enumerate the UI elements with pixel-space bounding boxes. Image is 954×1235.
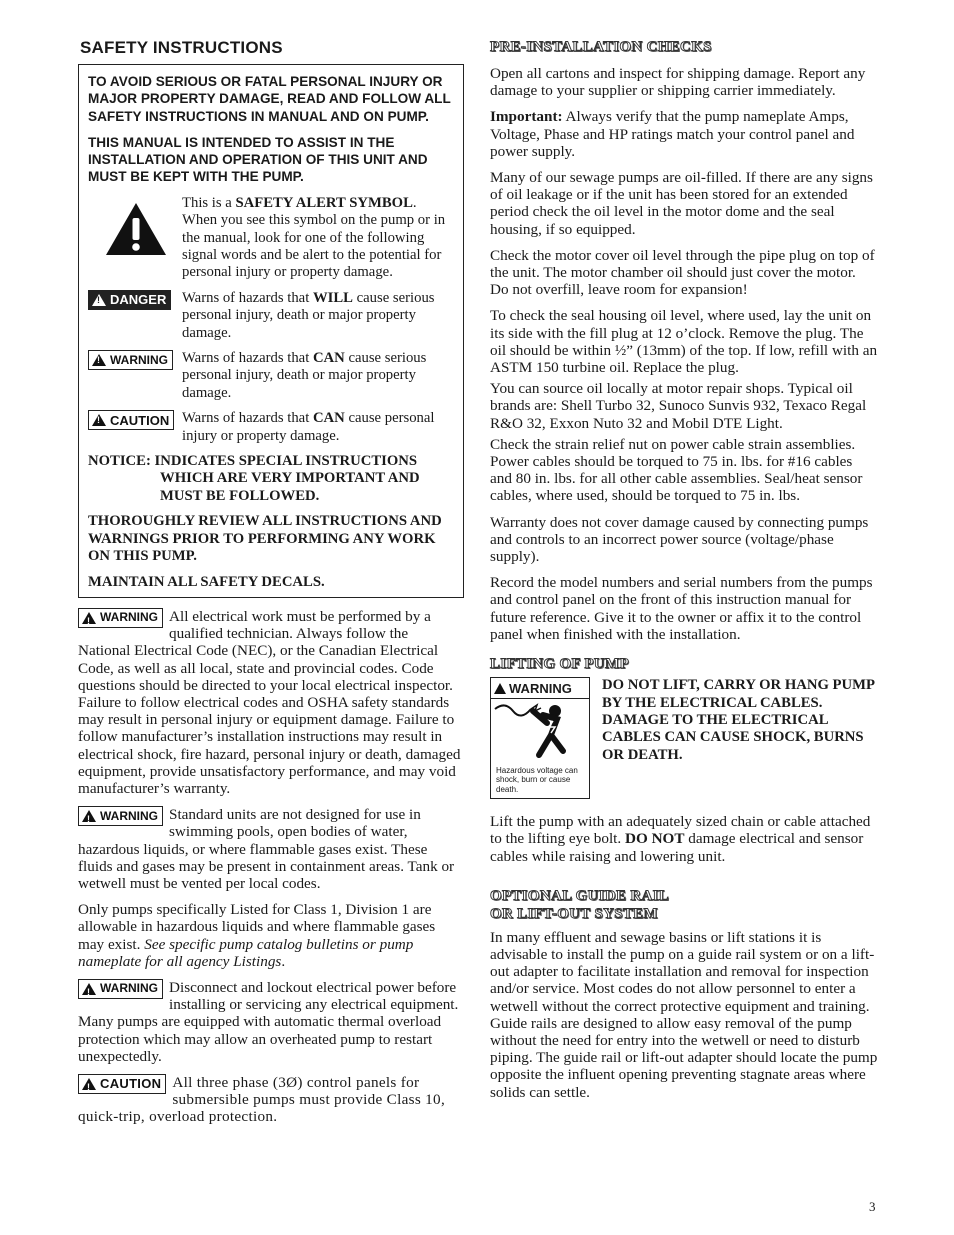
caution-label: ! CAUTION: [78, 1074, 166, 1094]
decals-text: MAINTAIN ALL SAFETY DECALS.: [88, 573, 325, 590]
safety-box-p2: THIS MANUAL IS INTENDED TO ASSIST IN THE INSTALLATION AND OPERATION OF THIS UNIT AND MUST BE KEPT WITH THE PUMP.: [88, 134, 428, 185]
danger-row: [88, 290, 455, 342]
safety-box-p1: TO AVOID SERIOUS OR FATAL PERSONAL INJURY OR MAJOR PROPERTY DAMAGE, READ AND FOLLOW ALL SAFETY INSTRUCTIONS IN MANUAL AND ON PUMP.: [88, 74, 451, 124]
pre-installation-heading: PRE-INSTALLATION CHECKS: [490, 39, 712, 55]
pre-p9: Record the model numbers and serial numbers from the pumps and control panel on the front of this instruction manual for future reference. Give it to the owner or affix it to the control panel when finished with the installation.: [490, 574, 873, 643]
warning-label: ! WARNING: [78, 608, 163, 628]
lifting-heading: LIFTING OF PUMP: [490, 656, 629, 673]
safety-box: [78, 64, 464, 598]
pre-p2: Important: Always verify that the pump nameplate Amps, Voltage, Phase and HP ratings match your control panel and power supply.: [490, 108, 855, 160]
page-number: 3: [869, 1199, 876, 1214]
lift-warning-text: DO NOT LIFT, CARRY OR HANG PUMP BY THE ELECTRICAL CABLES. DAMAGE TO THE ELECTRICAL CABLES CAN CAUSE SHOCK, BURNS OR DEATH.: [602, 677, 875, 763]
left-column: [78, 38, 464, 1135]
pool-warning: ! WARNING Standard units are not designed for use in swimming pools, open bodies of water, hazardous liquids, or where flammable gases exist. These fluids and gases may be present in containment areas. Tank or wetwell must be vented per local codes.: [78, 806, 464, 892]
safety-heading: SAFETY INSTRUCTIONS: [80, 38, 283, 57]
safety-alert-row: [88, 195, 455, 282]
caution-text: Warns of hazards that CAN cause personal injury or property damage.: [182, 410, 435, 444]
pre-p4: Check the motor cover oil level through the pipe plug on top of the unit. The motor chamber oil should just cover the motor. Do not overfill, leave room for expansion!: [490, 246, 875, 299]
caution-label: ! CAUTION: [88, 410, 174, 430]
electrical-warning: ! WARNING All electrical work must be performed by a qualified technician. Always follow the National Electrical Code (NEC), or the Canadian Electrical Code, as well as all local, state and provincial codes. Code questions should be directed to your local electrical inspector. Failure to follow electrical codes and OSHA safety standards may result in personal injury or equipment damage. Failure to follow manufacturer’s installation instructions may result in electrical shock, fire hazard, personal injury or death, damaged equipment, provide unsatisfactory performance, and may void manufacturer’s warranty.: [78, 608, 464, 797]
pre-p3: Many of our sewage pumps are oil-filled. If there are any signs of oil leakage or if the unit has been stored for an extended period check the oil level in the motor dome and the seal housing, if so equipped.: [490, 169, 873, 238]
pre-p6: You can source oil locally at motor repair shops. Typical oil brands are: Shell Turbo 32, Sunoco Sunvis 932, Texaco Regal R&O 32, Exxon Nuto 32 and Mobil DTE Light.: [490, 380, 867, 432]
guide-rail-heading: OPTIONAL GUIDE RAIL OR LIFT-OUT SYSTEM: [490, 887, 670, 922]
class1-text: Only pumps specifically Listed for Class 1, Division 1 are allowable in hazardous liquids and where flammable gases may exist. See specific pump catalog bulletins or pump nameplate for all agency Listings.: [78, 901, 436, 970]
pre-p8: Warranty does not cover damage caused by connecting pumps and controls to an incorrect power source (voltage/phase supply).: [490, 513, 869, 566]
alert-triangle-icon: [92, 354, 106, 366]
right-column: [490, 38, 878, 1110]
lift-caption: Hazardous voltage can shock, burn or cause death.: [496, 765, 578, 794]
alert-triangle-icon: [82, 810, 96, 822]
guide-rail-paragraph: In many effluent and sewage basins or lift stations it is advisable to install the pump on a guide rail system or on a lift-out adapter to facilitate installation and removal for inspection and/or service. Most codes do not allow personnel to enter a wetwell without the correct protective equipment and training. Guide rails are designed to allow easy removal of the pump without the need for entry into the wetwell or need to disturb piping. The guide rail or lift-out adapter should locate the pump opposite the influent opening preventing stagnate areas where solids can settle.: [490, 928, 878, 1101]
lifting-warning-row: [490, 677, 878, 799]
warning-label: ! WARNING: [78, 806, 163, 826]
alert-triangle-icon: [82, 983, 96, 995]
pre-p7: Check the strain relief nut on power cable strain assemblies. Power cables should be torqued to 75 in. lbs. for #16 cables and 80 in. lbs. for all other cable assemblies. Seal/heat sensor cables, where used, should be torqued to 75 in. lbs.: [490, 435, 863, 505]
pre-p1: Open all cartons and inspect for shipping damage. Report any damage to your supplier or shipping carrier immediately.: [490, 65, 866, 100]
hazardous-voltage-sign: [490, 677, 590, 799]
danger-label: ! DANGER: [88, 290, 171, 310]
alert-triangle-icon: [92, 294, 106, 306]
warning-label: ! WARNING: [78, 979, 163, 999]
alert-triangle-icon: [92, 414, 106, 426]
warning-label: ! WARNING: [88, 350, 173, 370]
lockout-warning: ! WARNING Disconnect and lockout electrical power before installing or servicing any electrical equipment. Many pumps are equipped with automatic thermal overload protection which may allow an overheated pump to restart unexpectedly.: [78, 979, 464, 1065]
alert-triangle-icon: [82, 1078, 96, 1090]
lift-paragraph: Lift the pump with an adequately sized chain or cable attached to the lifting eye bolt. DO NOT damage electrical and sensor cables while raising and lowering unit.: [490, 813, 871, 865]
danger-text: Warns of hazards that WILL cause serious personal injury, death or major property damage.: [182, 289, 435, 341]
alert-triangle-icon: [82, 612, 96, 624]
caution-row: [88, 410, 455, 445]
review-text: THOROUGHLY REVIEW ALL INSTRUCTIONS AND WARNINGS PRIOR TO PERFORMING ANY WORK ON THIS PUMP.: [88, 513, 442, 565]
safety-alert-icon: [88, 195, 182, 262]
warning-text: Warns of hazards that CAN cause serious personal injury, death or major property damage.: [182, 350, 427, 401]
three-phase-caution: ! CAUTION All three phase (3Ø) control panels for submersible pumps must provide Class 10, quick-trip, overload protection.: [78, 1074, 464, 1126]
alert-triangle-icon: [494, 683, 506, 694]
pre-p5: To check the seal housing oil level, where used, lay the unit on its side with the fill plug at 12 o’clock. Remove the plug. The oil should be within ½” (13mm) of the top. If low, refill with an ASTM 150 turbine oil. Replace the plug.: [490, 307, 878, 377]
warning-row: [88, 350, 455, 402]
lift-warning-label: WARNING: [491, 678, 589, 699]
electric-shock-icon: [491, 699, 589, 769]
safety-alert-text: This is a SAFETY ALERT SYMBOL. When you see this symbol on the pump or in the manual, look for one of the following signal words and be alert to the potential for personal injury or property damage.: [182, 194, 446, 281]
notice-text: NOTICE: INDICATES SPECIAL INSTRUCTIONS WHICH ARE VERY IMPORTANT AND MUST BE FOLLOWED.: [88, 453, 420, 504]
